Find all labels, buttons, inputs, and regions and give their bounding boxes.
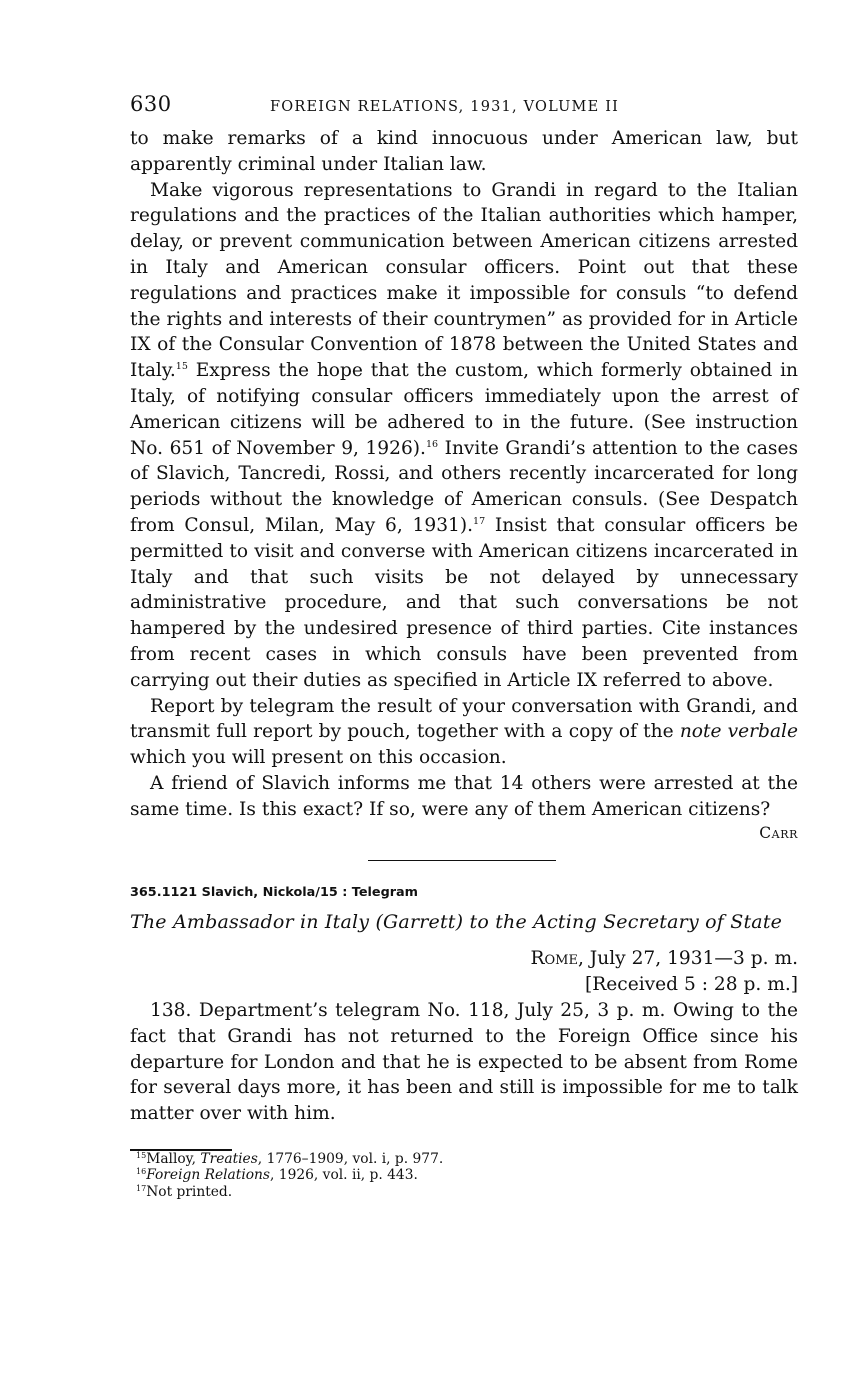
paragraph-segment: Report by telegram the result of your conversation with Grandi, and transmit full report by pouch, together with a copy of the xyxy=(130,695,798,743)
file-reference: 365.1121 Slavich, Nickola/15 : Telegram xyxy=(130,885,419,901)
document-page xyxy=(130,92,798,1200)
paragraph-segment: Invite Grandi’s attention to the cases of Slavich, Tancredi, Rossi, and others recently incarcerated for long periods without the knowledge of American consuls. (See Despatch from Consul, Milan, May 6, 1931). xyxy=(130,437,798,536)
footnote-ref-17: 17 xyxy=(473,515,486,527)
footnote-text: , 1776–1909, vol. i, p. 977. xyxy=(257,1150,444,1167)
paragraph-report xyxy=(130,694,798,771)
body-text xyxy=(130,126,798,823)
footnote-16 xyxy=(136,1167,798,1184)
dateline xyxy=(130,946,798,972)
footnote-number: 17 xyxy=(136,1183,147,1193)
italic-term: note verbale xyxy=(679,721,798,743)
footnote-text: Not printed. xyxy=(146,1183,233,1200)
signature: Carr xyxy=(759,823,798,842)
received-line: [Received 5 : 28 p. m.] xyxy=(585,974,798,996)
footnote-ref-15: 15 xyxy=(175,361,188,373)
footnote-17 xyxy=(136,1184,798,1201)
telegram-text: 138. Department’s telegram No. 118, July 25, 3 p. m. Owing to the fact that Grandi has not returned to the Foreign Office since his departure for London and that he is expected to be absent from Rome for several days more, it has been and still is impossible for me to talk matter over with him. xyxy=(130,1000,798,1125)
footnote-15 xyxy=(136,1151,798,1168)
running-header xyxy=(130,92,798,126)
footnote-text: Malloy, xyxy=(146,1150,201,1167)
footnote-number: 15 xyxy=(136,1150,147,1160)
paragraph-representations xyxy=(130,178,798,694)
running-title: FOREIGN RELATIONS, 1931, VOLUME II xyxy=(270,99,620,115)
paragraph-segment: which you will present on this occasion. xyxy=(130,747,507,769)
paragraph-segment: Insist that consular officers be permitted to visit and converse with American citizens incarcerated in Italy and that such visits be not delayed by unnecessary administrative procedure, and that such conversations be not hampered by the undesired presence of third parties. Cite instances from recent cases in which consuls have been prevented from carrying out their duties as specified in Article IX referred to above. xyxy=(130,514,798,691)
footnote-italic: Foreign Relations xyxy=(146,1167,271,1183)
telegram-body xyxy=(130,998,798,1127)
paragraph-segment: Express the hope that the custom, which formerly obtained in Italy, of notifying consular officers immediately upon the arrest of American citizens will be adhered to in the future. (See instruction No. 651 of November 9, 1926). xyxy=(130,360,798,459)
dateline-date: , July 27, 1931—3 p. m. xyxy=(577,948,798,970)
paragraph-friend: A friend of Slavich informs me that 14 others were arrested at the same time. Is this exact? If so, were any of them American citizens? xyxy=(130,772,798,820)
page-number: 630 xyxy=(130,92,172,116)
footnote-number: 16 xyxy=(136,1167,147,1176)
footnote-text: , 1926, vol. ii, p. 443. xyxy=(270,1167,418,1183)
dateline-place: Rome xyxy=(530,948,578,970)
footnote-ref-16: 16 xyxy=(425,438,439,450)
document-title: The Ambassador in Italy (Garrett) to the Acting Secretary of State xyxy=(130,911,783,934)
footnote-italic: Treaties xyxy=(200,1150,258,1167)
paragraph-segment: Make vigorous representations to Grandi in regard to the Italian regulations and the practices of the Italian authorities which hamper, delay, or prevent communication between American citizens arrested in Italy and American consular officers. Point out that these regulations and practices make it impossible for consuls “to defend the rights and interests of their countrymen” as provided for in Article IX of the Consular Convention of 1878 between the United States and Italy. xyxy=(130,179,798,382)
section-divider xyxy=(368,860,556,862)
paragraph-continuation: to make remarks of a kind innocuous under American law, but apparently criminal under Italian law. xyxy=(130,128,798,175)
